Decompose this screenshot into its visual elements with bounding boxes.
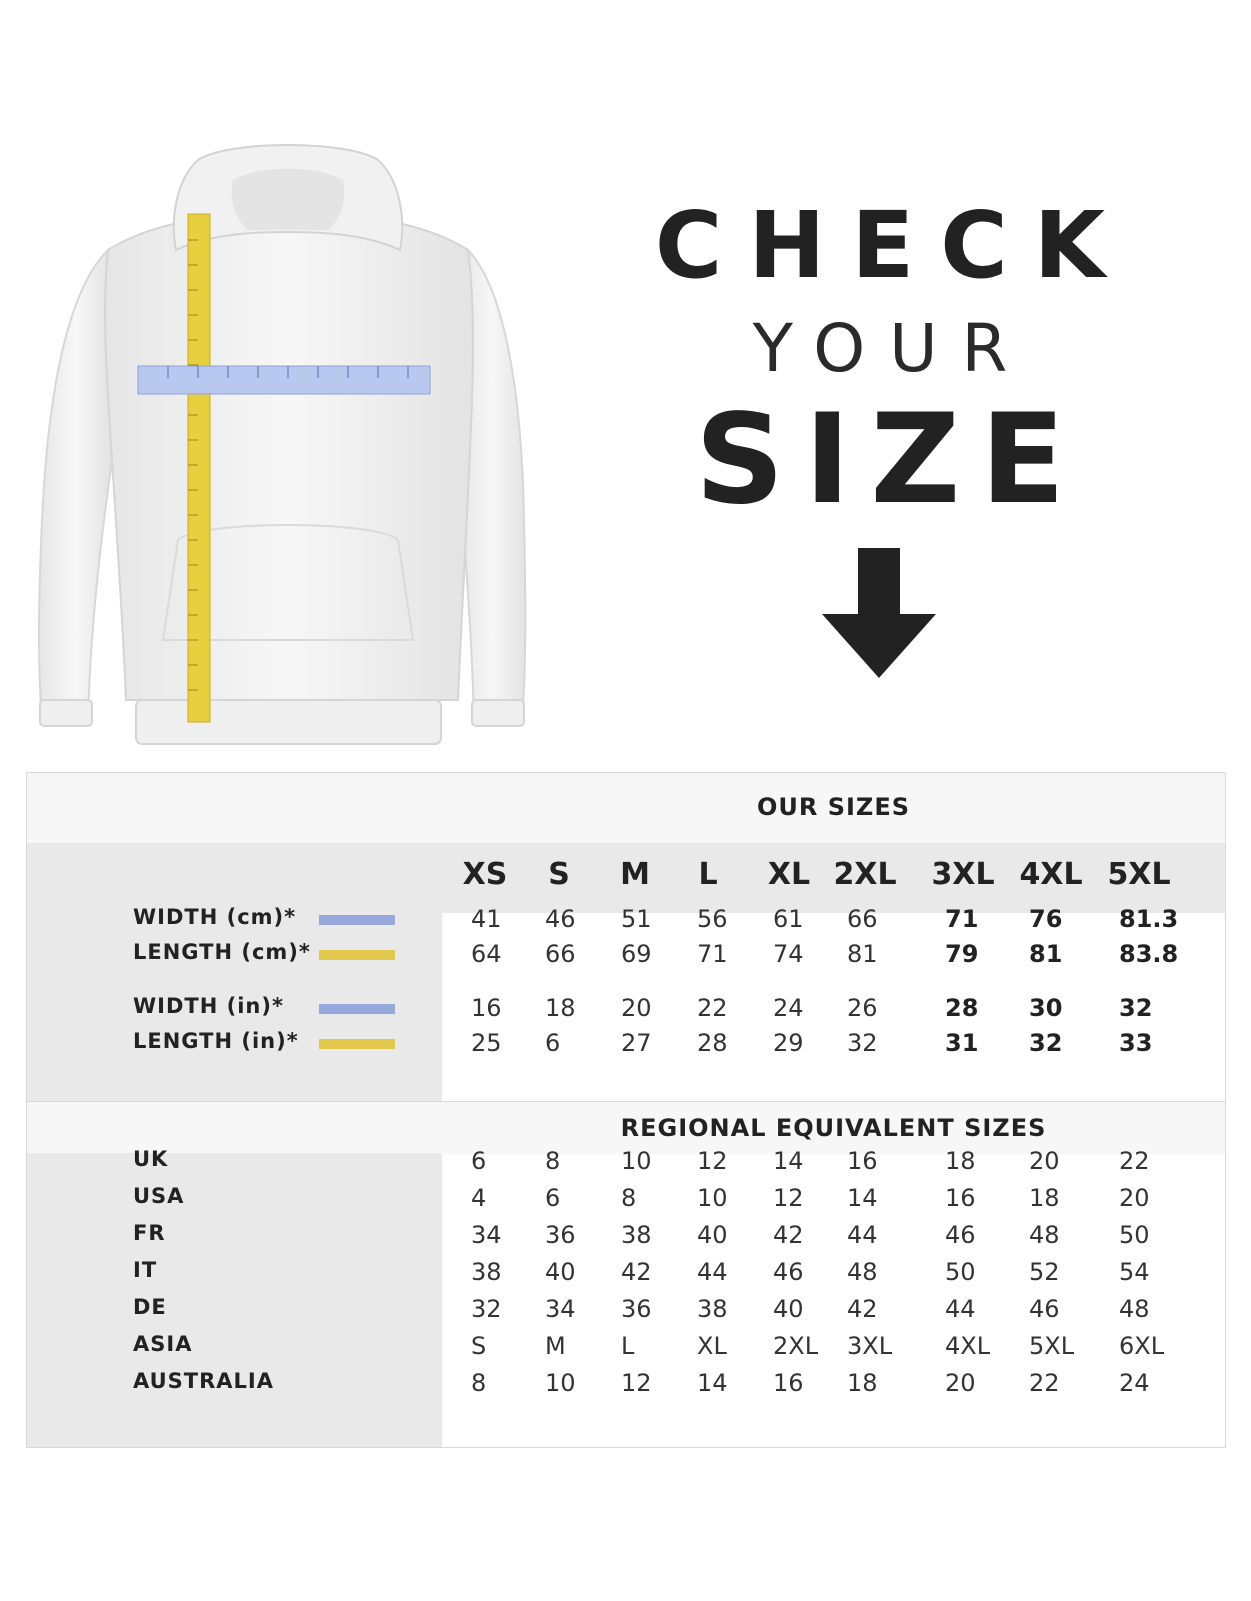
size-header-l: L [698,857,718,892]
width-swatch [319,1004,395,1014]
region-cell: 18 [1029,1184,1060,1212]
region-label: ASIA [133,1332,193,1356]
size-header-4xl: 4XL [1019,857,1083,892]
measurement-label: LENGTH (in)* [133,1029,299,1053]
measurement-cell: 25 [471,1029,502,1057]
region-cell: 20 [1029,1147,1060,1175]
region-label: DE [133,1295,167,1319]
measurement-cell: 69 [621,940,652,968]
measurement-cell: 22 [697,994,728,1022]
measurement-cell: 16 [471,994,502,1022]
region-cell: 44 [945,1295,976,1323]
length-swatch [319,950,395,960]
region-cell: 16 [773,1369,804,1397]
measurement-cell: 28 [945,994,979,1022]
measurement-cell: 51 [621,905,652,933]
region-cell: 38 [621,1221,652,1249]
region-cell: 42 [621,1258,652,1286]
region-cell: 46 [773,1258,804,1286]
measurement-cell: 71 [945,905,979,933]
measurement-cell: 6 [545,1029,561,1057]
region-label: UK [133,1147,169,1171]
region-cell: 4XL [945,1332,991,1360]
region-cell: 6XL [1119,1332,1165,1360]
region-cell: 8 [545,1147,561,1175]
measurement-cell: 76 [1029,905,1063,933]
region-cell: 50 [945,1258,976,1286]
region-cell: 14 [773,1147,804,1175]
measurement-cell: 30 [1029,994,1063,1022]
region-cell: 5XL [1029,1332,1075,1360]
size-header-2xl: 2XL [833,857,897,892]
measurement-cell: 71 [697,940,728,968]
headline-check: CHECK [654,192,1132,299]
headline-your: YOUR [752,310,1032,387]
region-cell: 20 [945,1369,976,1397]
region-cell: 36 [621,1295,652,1323]
region-cell: 36 [545,1221,576,1249]
region-cell: 18 [847,1369,878,1397]
region-cell: 6 [471,1147,487,1175]
size-header-3xl: 3XL [931,857,995,892]
region-cell: XL [697,1332,727,1360]
region-cell: 44 [847,1221,878,1249]
headline-size: SIZE [694,388,1086,532]
measurement-cell: 79 [945,940,979,968]
measurement-cell: 81 [1029,940,1063,968]
region-cell: 50 [1119,1221,1150,1249]
measurement-cell: 18 [545,994,576,1022]
measurement-cell: 61 [773,905,804,933]
region-cell: 4 [471,1184,487,1212]
region-cell: 44 [697,1258,728,1286]
region-cell: 32 [471,1295,502,1323]
region-cell: 16 [945,1184,976,1212]
region-cell: 2XL [773,1332,819,1360]
region-cell: 40 [773,1295,804,1323]
region-cell: 18 [945,1147,976,1175]
region-cell: 40 [697,1221,728,1249]
size-header-m: M [620,857,650,892]
measurement-cell: 66 [847,905,878,933]
region-label: AUSTRALIA [133,1369,274,1393]
region-cell: M [545,1332,566,1360]
regional-title: REGIONAL EQUIVALENT SIZES [620,1114,1047,1142]
region-cell: 46 [945,1221,976,1249]
region-cell: 12 [773,1184,804,1212]
size-header-xl: XL [767,857,811,892]
measurement-label: WIDTH (in)* [133,994,284,1018]
measurement-label: LENGTH (cm)* [133,940,311,964]
length-swatch [319,1039,395,1049]
measurement-cell: 32 [1119,994,1153,1022]
region-label: USA [133,1184,185,1208]
region-cell: 12 [621,1369,652,1397]
our-sizes-title: OUR SIZES [756,793,911,821]
hoodie-with-tape-measures-icon [28,140,548,760]
region-cell: 20 [1119,1184,1150,1212]
measurement-cell: 28 [697,1029,728,1057]
region-cell: 42 [847,1295,878,1323]
region-cell: 54 [1119,1258,1150,1286]
measurement-cell: 46 [545,905,576,933]
region-cell: 14 [847,1184,878,1212]
size-header-s: S [548,857,570,892]
measurement-cell: 20 [621,994,652,1022]
measurement-cell: 64 [471,940,502,968]
region-cell: 34 [471,1221,502,1249]
measurement-cell: 33 [1119,1029,1153,1057]
region-cell: 52 [1029,1258,1060,1286]
region-cell: 48 [1119,1295,1150,1323]
region-label: IT [133,1258,158,1282]
region-cell: 6 [545,1184,561,1212]
measurement-cell: 27 [621,1029,652,1057]
size-header-5xl: 5XL [1107,857,1171,892]
size-chart-table [26,772,1226,1448]
down-arrow-icon [820,548,938,680]
measurement-cell: 24 [773,994,804,1022]
our-sizes-band [27,773,1225,843]
region-label: FR [133,1221,166,1245]
region-cell: S [471,1332,487,1360]
measurement-cell: 56 [697,905,728,933]
region-cell: 42 [773,1221,804,1249]
region-cell: 46 [1029,1295,1060,1323]
measurement-cell: 74 [773,940,804,968]
region-cell: 16 [847,1147,878,1175]
region-cell: 48 [1029,1221,1060,1249]
measurement-cell: 32 [847,1029,878,1057]
size-header-xs: XS [462,857,508,892]
region-cell: 10 [545,1369,576,1397]
region-cell: 38 [697,1295,728,1323]
measurement-label: WIDTH (cm)* [133,905,297,929]
measurement-cell: 31 [945,1029,979,1057]
region-cell: 12 [697,1147,728,1175]
measurement-cell: 81.3 [1119,905,1179,933]
measurement-cell: 41 [471,905,502,933]
measurement-cell: 81 [847,940,878,968]
region-cell: 22 [1029,1369,1060,1397]
region-label-column [27,1153,442,1447]
width-swatch [319,915,395,925]
region-cell: 14 [697,1369,728,1397]
region-cell: 10 [621,1147,652,1175]
measurement-cell: 29 [773,1029,804,1057]
measurement-cell: 66 [545,940,576,968]
region-cell: L [621,1332,635,1360]
region-cell: 48 [847,1258,878,1286]
measurement-cell: 26 [847,994,878,1022]
region-cell: 34 [545,1295,576,1323]
measurement-cell: 83.8 [1119,940,1179,968]
region-cell: 24 [1119,1369,1150,1397]
region-cell: 8 [471,1369,487,1397]
region-cell: 3XL [847,1332,893,1360]
region-cell: 40 [545,1258,576,1286]
measurement-cell: 32 [1029,1029,1063,1057]
region-cell: 22 [1119,1147,1150,1175]
region-cell: 38 [471,1258,502,1286]
region-cell: 10 [697,1184,728,1212]
region-cell: 8 [621,1184,637,1212]
